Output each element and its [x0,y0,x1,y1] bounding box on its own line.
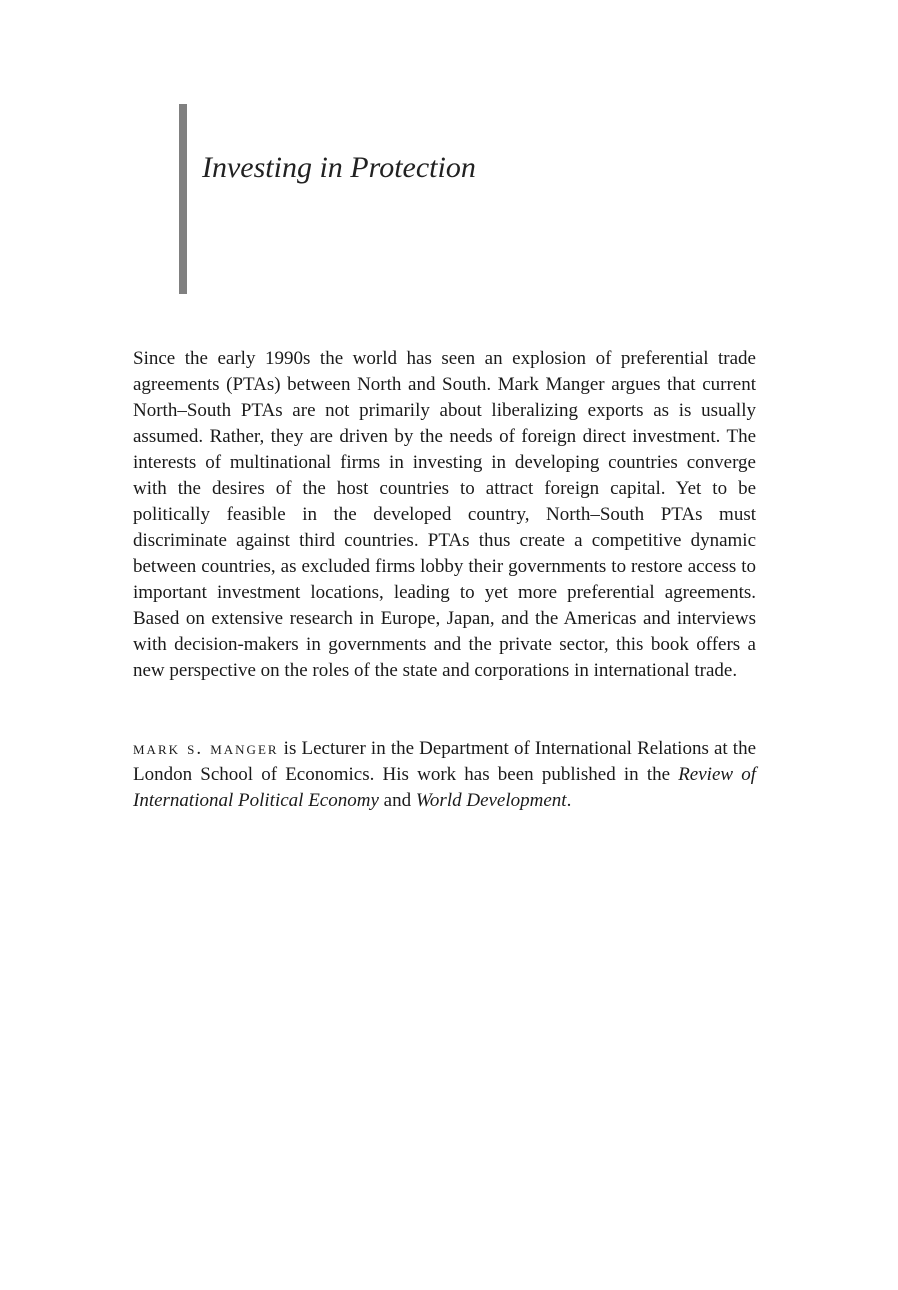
bio-text-part-2: and [378,790,416,811]
bio-text-part-1: is Lecturer in the Department of International Relations at the London School of Economics. His work has been published in the [133,738,756,785]
bio-text-part-3: . [566,790,572,811]
author-name: mark s. manger [133,738,279,759]
journal-title-1: Review of International Political Economy [133,764,756,811]
author-bio [133,736,756,814]
journal-title-2: World Development [415,790,567,811]
title-accent-bar [179,104,187,294]
book-description: Since the early 1990s the world has seen an explosion of preferential trade agreements (PTAs) between North and South. Mark Manger argues that current North–South PTAs are not primarily about liberalizing exports as is usually assumed. Rather, they are driven by the needs of foreign direct investment. The interests of multinational firms in investing in developing countries converge with the desires of the host countries to attract foreign capital. Yet to be politically feasible in the developed country, North–South PTAs must discriminate against third countries. PTAs thus create a competitive dynamic between countries, as excluded firms lobby their governments to restore access to important investment locations, leading to yet more preferential agreements. Based on extensive research in Europe, Japan, and the Americas and interviews with decision-makers in governments and the private sector, this book offers a new perspective on the roles of the state and corporations in international trade. [133,348,756,681]
book-title: Investing in Protection [202,151,476,184]
